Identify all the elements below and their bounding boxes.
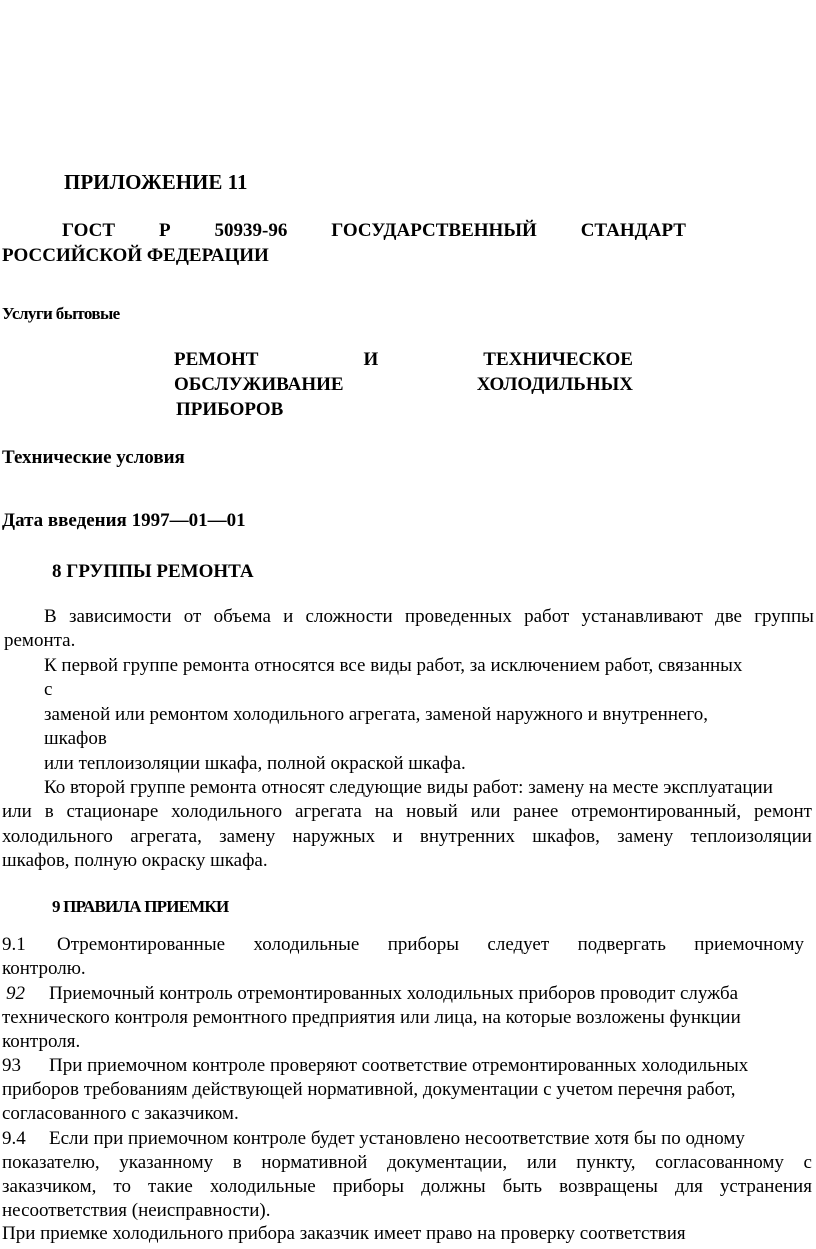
word: для [674,1176,703,1197]
word: работ [524,606,570,627]
word: наружных [292,826,376,847]
word: подвергать [577,934,666,955]
item-9-4-line-4: несоответствия (неисправности). [2,1200,271,1221]
word: внутренних [419,826,516,847]
section-8-p1-line-1 [44,605,814,629]
word: в [44,801,54,822]
word: зависимости [68,606,172,627]
standard-line-1 [62,219,686,243]
word: Р [158,220,171,241]
section-8-p2-line-2: с [44,679,53,700]
intro-date: Дата введения 1997—01—01 [2,510,246,531]
word: ГОСТ [62,220,116,241]
section-8-p3-line-2 [2,800,812,824]
section-8-p3-line-4: шкафов, полную окраску шкафа. [2,850,268,871]
word: нормативной [261,1152,368,1173]
word: или [2,801,32,822]
word: ОБСЛУЖИВАНИЕ [174,374,344,395]
word: от [183,606,202,627]
word: отремонтированный, [571,801,742,822]
word: в [232,1152,242,1173]
word: проведенных [404,606,512,627]
word: шкафов, [532,826,600,847]
word: и [283,606,294,627]
section-8-p3-line-3 [2,825,812,849]
item-9-3-line-2: приборов требованиям действующей нормативной, документации с учетом перечня работ, [2,1079,736,1100]
section-8-p2-line-4: шкафов [44,728,107,749]
word: приборы [332,1176,405,1197]
word: ранее [513,801,559,822]
subtitle: Технические условия [2,447,185,468]
last-line: При приемке холодильного прибора заказчик имеет право на проверку соответствия [2,1223,686,1244]
item-9-4-line-1: Если при приемочном контроле будет установлено несоответствие хотя бы по одному [49,1128,745,1149]
word: холодильные [253,934,360,955]
main-title-line-3: ПРИБОРОВ [176,399,284,420]
word: холодильного [171,801,283,822]
word: замену [617,826,674,847]
appendix-title: ПРИЛОЖЕНИЕ 11 [64,170,248,194]
word: быть [502,1176,543,1197]
item-9-4-number: 9.4 [2,1128,26,1149]
word: ГОСУДАРСТВЕННЫЙ [331,220,537,241]
word: новый [406,801,458,822]
section-8-p2-line-1: К первой группе ремонта относятся все виды работ, за исключением работ, связанных [44,655,743,676]
section-8-p2-line-5: или теплоизоляции шкафа, полной окраской шкафа. [44,753,466,774]
word: пункту, [576,1152,636,1173]
word: следует [487,934,550,955]
word: 50939-96 [214,220,288,241]
item-9-1-line-2: контролю. [2,958,86,979]
word: приемочному [694,934,804,955]
word: или [526,1152,557,1173]
word: указанному [119,1152,214,1173]
standard-line-2: РОССИЙСКОЙ ФЕДЕРАЦИИ [2,245,269,266]
word: ТЕХНИЧЕСКОЕ [483,349,633,370]
item-9-2-line-2: технического контроля ремонтного предприятия или лица, на которые возложены функции [2,1007,741,1028]
word: В [44,606,57,627]
section-8-p1-line-2: ремонта. [4,630,76,651]
section-9-heading: 9 ПРАВИЛА ПРИЕМКИ [52,897,229,916]
item-9-2-line-3: контроля. [2,1031,81,1052]
item-9-4-line-2 [2,1151,812,1175]
item-9-1-line-1 [57,933,804,957]
word: и [392,826,403,847]
word: холодильного [2,826,113,847]
section-8-p3-line-1: Ко второй группе ремонта относят следующие виды работ: замену на месте эксплуатации [44,777,773,798]
item-9-4-line-3 [2,1175,812,1199]
item-9-3-number: 93 [2,1055,21,1076]
word: устранения [719,1176,812,1197]
word: согласованному [655,1152,784,1173]
word: сложности [305,606,393,627]
main-title-line-1 [174,348,633,372]
word: замену [219,826,276,847]
word: должны [421,1176,486,1197]
word: ремонт [754,801,812,822]
item-9-1-number: 9.1 [2,934,26,955]
item-9-3-line-1: При приемочном контроле проверяют соответствие отремонтированных холодильных [49,1055,749,1076]
item-9-2-number: 92 [6,983,25,1004]
word: возвращены [559,1176,658,1197]
word: СТАНДАРТ [580,220,686,241]
word: приборы [387,934,459,955]
word: на [374,801,394,822]
word: с [803,1152,812,1173]
word: группы [754,606,814,627]
word: агрегата [294,801,362,822]
word: показателю, [2,1152,100,1173]
word: стационаре [66,801,159,822]
word: две [715,606,742,627]
word: заказчиком, [2,1176,97,1197]
word: И [363,349,379,370]
word: агрегата, [130,826,202,847]
word: такие [148,1176,193,1197]
word: теплоизоляции [690,826,812,847]
word: холодильные [209,1176,316,1197]
word: РЕМОНТ [174,349,259,370]
word: ХОЛОДИЛЬНЫХ [476,374,633,395]
word: Отремонтированные [57,934,226,955]
item-9-3-line-3: согласованного с заказчиком. [2,1103,239,1124]
word: объема [213,606,271,627]
category-label: Услуги бытовые [2,304,120,323]
item-9-2-line-1: Приемочный контроль отремонтированных холодильных приборов проводит служба [49,983,739,1004]
section-8-p2-line-3: заменой или ремонтом холодильного агрегата, заменой наружного и внутреннего, [44,704,708,725]
word: или [470,801,501,822]
main-title-line-2 [174,373,633,397]
word: то [113,1176,131,1197]
word: устанавливают [581,606,703,627]
section-8-heading: 8 ГРУППЫ РЕМОНТА [52,561,254,582]
word: документации, [386,1152,508,1173]
